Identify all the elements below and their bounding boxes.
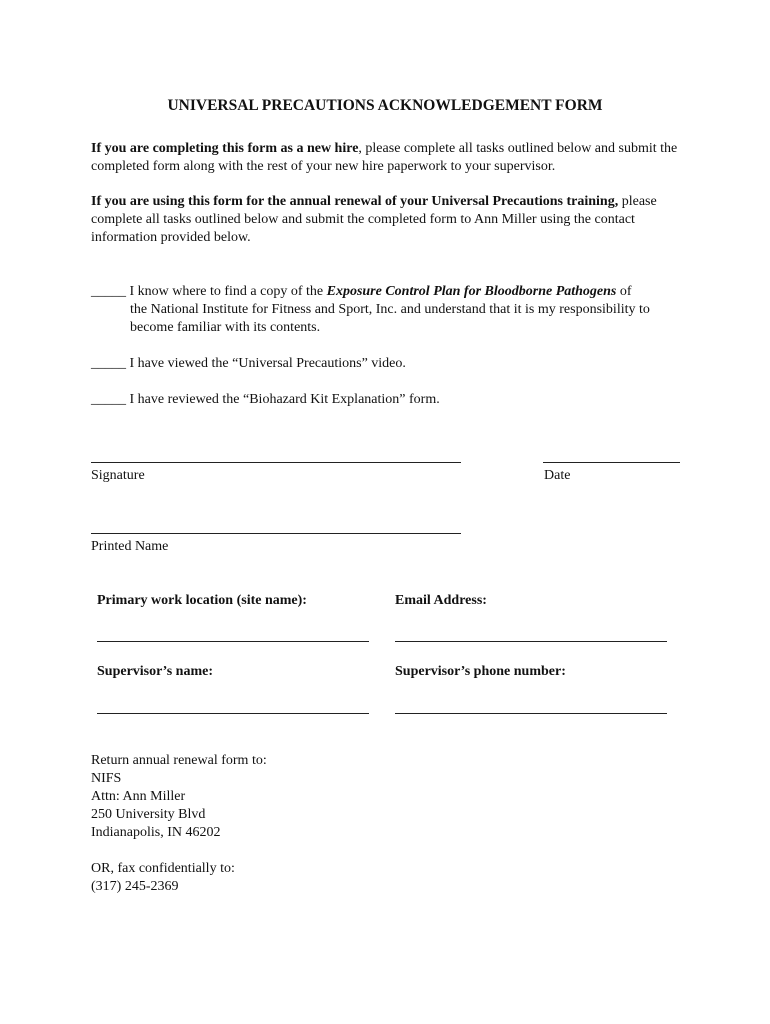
printed-name-line[interactable]	[91, 533, 461, 534]
checklist-text-post: of	[616, 284, 632, 299]
checklist-item-video	[91, 355, 691, 373]
checklist-blank[interactable]: _____	[91, 392, 126, 407]
return-heading: Return annual renewal form to:	[91, 753, 267, 768]
return-address	[91, 752, 267, 842]
date-line[interactable]	[543, 462, 680, 463]
return-org: NIFS	[91, 771, 122, 786]
checklist-text: I have reviewed the “Biohazard Kit Explanation” form.	[126, 392, 440, 407]
return-city: Indianapolis, IN 46202	[91, 825, 221, 840]
signature-label: Signature	[91, 468, 145, 483]
printed-name-label: Printed Name	[91, 539, 169, 554]
checklist-continuation: the National Institute for Fitness and Sport, Inc. and understand that it is my responsibility to become familiar with its contents.	[130, 302, 650, 335]
form-title: UNIVERSAL PRECAUTIONS ACKNOWLEDGEMENT FORM	[167, 97, 603, 114]
checklist-text-pre: I know where to find a copy of the	[126, 284, 327, 299]
renewal-lead: If you are using this form for the annual renewal of your Universal Precautions training,	[91, 194, 619, 209]
checklist-item-exposure-plan	[91, 283, 691, 337]
fax-heading: OR, fax confidentially to:	[91, 861, 235, 876]
new-hire-lead: If you are completing this form as a new hire	[91, 141, 359, 156]
checklist-item-biohazard	[91, 391, 691, 409]
email-line[interactable]	[395, 641, 667, 642]
renewal-instructions	[91, 193, 691, 247]
signature-line[interactable]	[91, 462, 461, 463]
checklist-text: I have viewed the “Universal Precautions” video.	[126, 356, 406, 371]
return-street: 250 University Blvd	[91, 807, 206, 822]
work-location-label: Primary work location (site name):	[97, 593, 307, 608]
checklist-blank[interactable]: _____	[91, 284, 126, 299]
email-label: Email Address:	[395, 593, 487, 608]
fax-info	[91, 860, 235, 896]
new-hire-instructions	[91, 140, 691, 176]
plan-title: Exposure Control Plan for Bloodborne Pathogens	[326, 284, 617, 299]
return-attn: Attn: Ann Miller	[91, 789, 186, 804]
renewal-text: please complete all tasks outlined below and submit the completed form to Ann Miller using the contact information provided below.	[91, 194, 657, 245]
date-label: Date	[544, 468, 571, 483]
checklist-blank[interactable]: _____	[91, 356, 126, 371]
fax-number: (317) 245-2369	[91, 879, 179, 894]
work-location-line[interactable]	[97, 641, 369, 642]
supervisor-name-label: Supervisor’s name:	[97, 664, 214, 679]
new-hire-text: , please complete all tasks outlined below and submit the completed form along with the rest of your new hire paperwork to your supervisor.	[91, 141, 678, 174]
supervisor-phone-line[interactable]	[395, 713, 667, 714]
supervisor-name-line[interactable]	[97, 713, 369, 714]
supervisor-phone-label: Supervisor’s phone number:	[395, 664, 566, 679]
